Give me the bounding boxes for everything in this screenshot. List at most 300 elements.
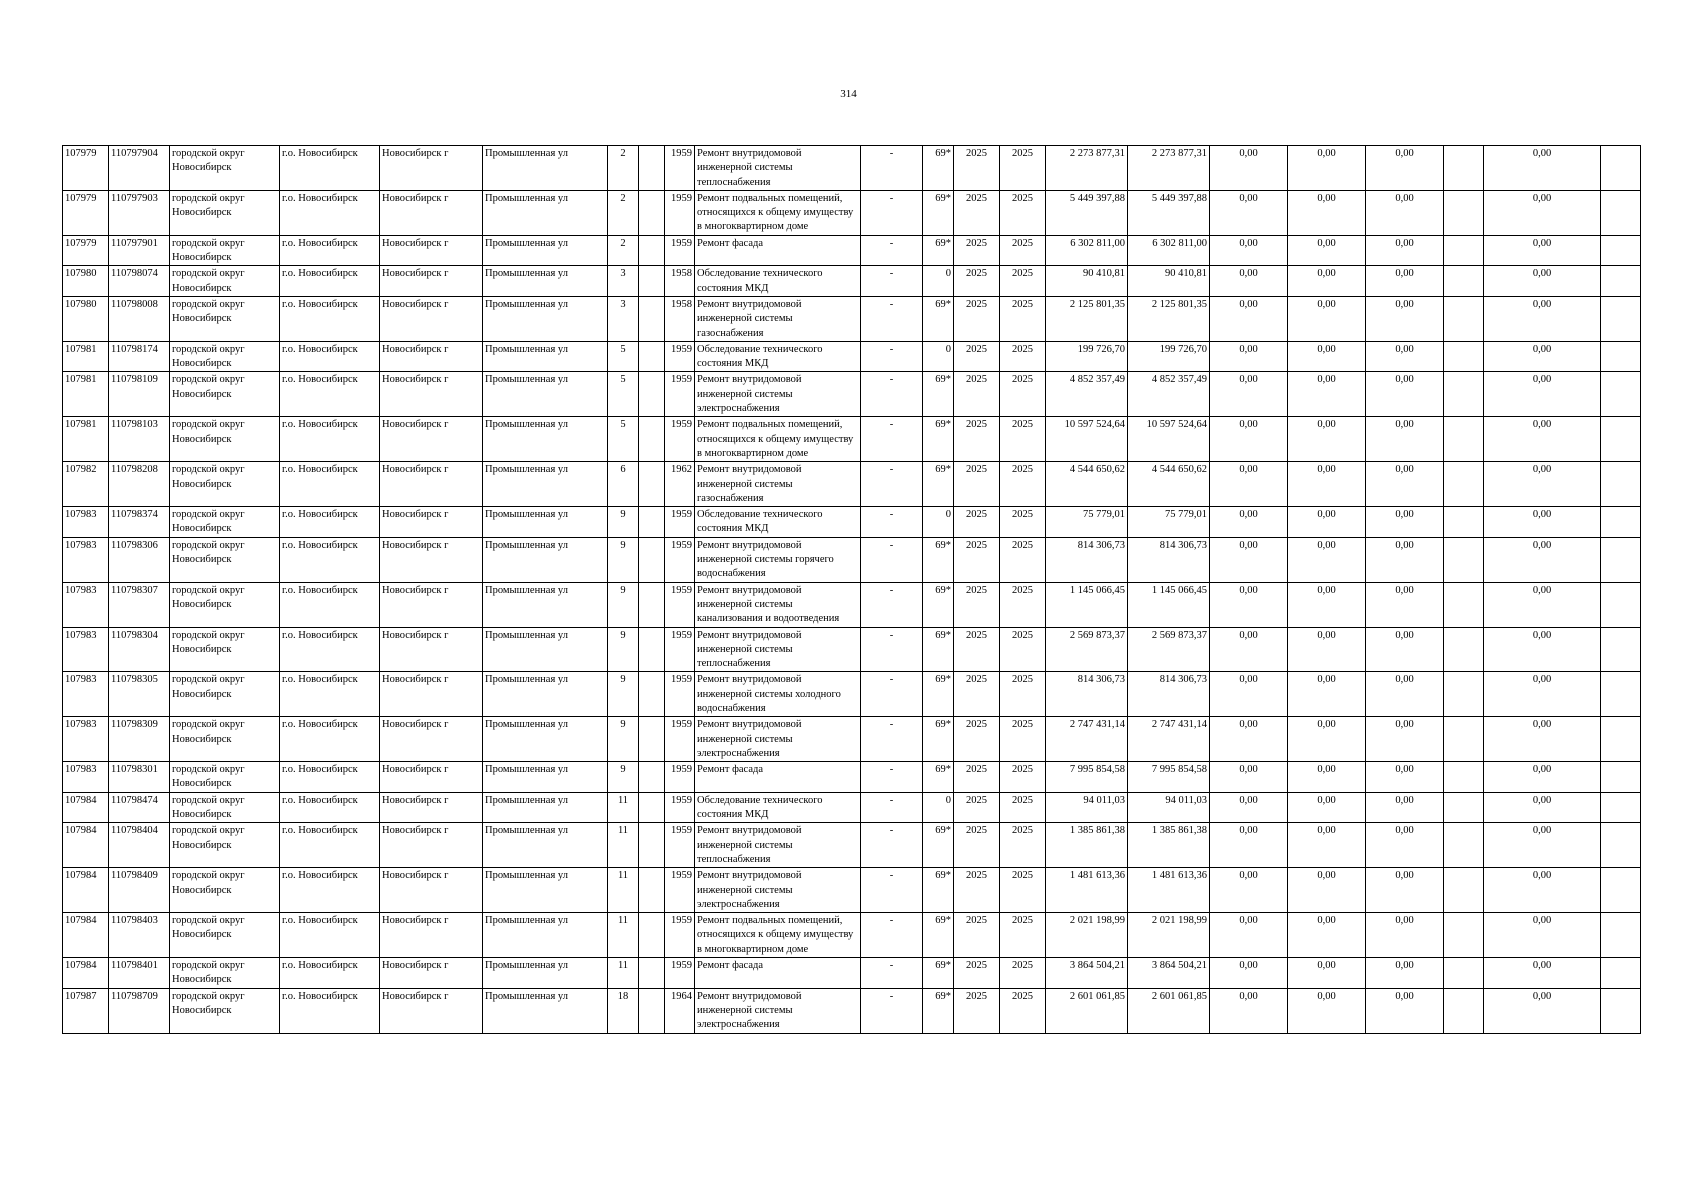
work-code-cell: 110797904 — [109, 146, 170, 191]
plan-year-start-cell: 2025 — [954, 341, 1000, 372]
plan-year-start-cell: 2025 — [954, 792, 1000, 823]
street-cell: Промышленная ул — [483, 507, 608, 538]
build-year-cell: 1959 — [665, 146, 695, 191]
cost-regional-cell: 0,00 — [1288, 507, 1366, 538]
cost-federal-cell: 0,00 — [1210, 792, 1288, 823]
house-number-cell: 3 — [608, 266, 639, 297]
empty-cell — [1601, 913, 1641, 958]
build-year-cell: 1958 — [665, 266, 695, 297]
plan-year-end-cell: 2025 — [1000, 823, 1046, 868]
cost-regional-cell: 0,00 — [1288, 266, 1366, 297]
cost-local-cell: 0,00 — [1366, 792, 1444, 823]
empty-cell — [1444, 792, 1484, 823]
work-type-cell: Ремонт внутридомовой инженерной системы газоснабжения — [695, 462, 861, 507]
cost-total-cell: 2 125 801,35 — [1046, 296, 1128, 341]
house-number-cell: 6 — [608, 462, 639, 507]
building-cell — [639, 627, 665, 672]
plan-year-start-cell: 2025 — [954, 190, 1000, 235]
district-cell: г.о. Новосибирск — [280, 717, 380, 762]
cost-total-cell: 2 601 061,85 — [1046, 988, 1128, 1033]
build-year-cell: 1959 — [665, 717, 695, 762]
empty-cell — [1601, 958, 1641, 989]
cost-federal-cell: 0,00 — [1210, 582, 1288, 627]
city-cell: Новосибирск г — [380, 792, 483, 823]
cost-regional-cell: 0,00 — [1288, 717, 1366, 762]
cost-federal-cell: 0,00 — [1210, 190, 1288, 235]
cost-fund-cell: 3 864 504,21 — [1128, 958, 1210, 989]
work-type-cell: Ремонт внутридомовой инженерной системы канализования и водоотведения — [695, 582, 861, 627]
build-year-cell: 1959 — [665, 235, 695, 266]
table-row — [63, 417, 1641, 462]
street-cell: Промышленная ул — [483, 627, 608, 672]
city-cell: Новосибирск г — [380, 462, 483, 507]
municipality-cell: городской округ Новосибирск — [170, 190, 280, 235]
empty-cell — [1601, 823, 1641, 868]
municipality-cell: городской округ Новосибирск — [170, 296, 280, 341]
cost-local-cell: 0,00 — [1366, 823, 1444, 868]
cost-owners-cell: 0,00 — [1484, 146, 1601, 191]
plan-year-start-cell: 2025 — [954, 717, 1000, 762]
cost-local-cell: 0,00 — [1366, 717, 1444, 762]
district-cell: г.о. Новосибирск — [280, 868, 380, 913]
district-cell: г.о. Новосибирск — [280, 582, 380, 627]
building-cell — [639, 582, 665, 627]
empty-cell — [1601, 582, 1641, 627]
table-row — [63, 958, 1641, 989]
work-code-cell: 110798374 — [109, 507, 170, 538]
cost-owners-cell: 0,00 — [1484, 190, 1601, 235]
work-code-cell: 110798306 — [109, 537, 170, 582]
plan-year-end-cell: 2025 — [1000, 296, 1046, 341]
dash-cell: - — [861, 988, 923, 1033]
plan-year-end-cell: 2025 — [1000, 417, 1046, 462]
cost-federal-cell: 0,00 — [1210, 988, 1288, 1033]
house-number-cell: 9 — [608, 762, 639, 793]
cost-total-cell: 4 852 357,49 — [1046, 372, 1128, 417]
cost-total-cell: 1 145 066,45 — [1046, 582, 1128, 627]
build-year-cell: 1962 — [665, 462, 695, 507]
cost-regional-cell: 0,00 — [1288, 190, 1366, 235]
plan-year-end-cell: 2025 — [1000, 341, 1046, 372]
plan-year-end-cell: 2025 — [1000, 792, 1046, 823]
house-number-cell: 11 — [608, 823, 639, 868]
work-type-cell: Ремонт внутридомовой инженерной системы электроснабжения — [695, 372, 861, 417]
building-cell — [639, 868, 665, 913]
street-cell: Промышленная ул — [483, 190, 608, 235]
house-id-cell: 107983 — [63, 537, 109, 582]
house-number-cell: 9 — [608, 672, 639, 717]
building-cell — [639, 417, 665, 462]
plan-year-start-cell: 2025 — [954, 913, 1000, 958]
cost-owners-cell: 0,00 — [1484, 913, 1601, 958]
cost-local-cell: 0,00 — [1366, 507, 1444, 538]
empty-cell — [1601, 672, 1641, 717]
table-row — [63, 627, 1641, 672]
work-type-cell: Ремонт подвальных помещений, относящихся к общему имуществу в многоквартирном доме — [695, 913, 861, 958]
plan-year-start-cell: 2025 — [954, 958, 1000, 989]
cost-total-cell: 7 995 854,58 — [1046, 762, 1128, 793]
plan-year-end-cell: 2025 — [1000, 537, 1046, 582]
table-row — [63, 462, 1641, 507]
cost-regional-cell: 0,00 — [1288, 296, 1366, 341]
plan-year-start-cell: 2025 — [954, 146, 1000, 191]
house-number-cell: 9 — [608, 627, 639, 672]
dash-cell: - — [861, 417, 923, 462]
work-type-cell: Ремонт внутридомовой инженерной системы теплоснабжения — [695, 823, 861, 868]
street-cell: Промышленная ул — [483, 146, 608, 191]
city-cell: Новосибирск г — [380, 537, 483, 582]
city-cell: Новосибирск г — [380, 762, 483, 793]
cost-fund-cell: 2 747 431,14 — [1128, 717, 1210, 762]
plan-year-start-cell: 2025 — [954, 296, 1000, 341]
city-cell: Новосибирск г — [380, 627, 483, 672]
cost-federal-cell: 0,00 — [1210, 462, 1288, 507]
empty-cell — [1444, 762, 1484, 793]
cost-regional-cell: 0,00 — [1288, 762, 1366, 793]
municipality-cell: городской округ Новосибирск — [170, 235, 280, 266]
build-year-cell: 1964 — [665, 988, 695, 1033]
municipality-cell: городской округ Новосибирск — [170, 988, 280, 1033]
building-cell — [639, 717, 665, 762]
dash-cell: - — [861, 792, 923, 823]
table-row — [63, 717, 1641, 762]
plan-year-start-cell: 2025 — [954, 868, 1000, 913]
work-type-cell: Ремонт внутридомовой инженерной системы холодного водоснабжения — [695, 672, 861, 717]
dash-cell: - — [861, 582, 923, 627]
build-year-cell: 1959 — [665, 190, 695, 235]
municipality-cell: городской округ Новосибирск — [170, 762, 280, 793]
cost-federal-cell: 0,00 — [1210, 372, 1288, 417]
house-id-cell: 107984 — [63, 958, 109, 989]
dash-cell: - — [861, 958, 923, 989]
cost-owners-cell: 0,00 — [1484, 988, 1601, 1033]
municipality-cell: городской округ Новосибирск — [170, 627, 280, 672]
house-number-cell: 11 — [608, 868, 639, 913]
cost-federal-cell: 0,00 — [1210, 537, 1288, 582]
cost-total-cell: 5 449 397,88 — [1046, 190, 1128, 235]
cost-total-cell: 94 011,03 — [1046, 792, 1128, 823]
building-cell — [639, 913, 665, 958]
district-cell: г.о. Новосибирск — [280, 537, 380, 582]
wear-percent-cell: 69* — [923, 988, 954, 1033]
house-id-cell: 107983 — [63, 507, 109, 538]
table-row — [63, 296, 1641, 341]
plan-year-start-cell: 2025 — [954, 672, 1000, 717]
dash-cell: - — [861, 296, 923, 341]
build-year-cell: 1959 — [665, 792, 695, 823]
dash-cell: - — [861, 266, 923, 297]
plan-year-end-cell: 2025 — [1000, 913, 1046, 958]
cost-federal-cell: 0,00 — [1210, 672, 1288, 717]
district-cell: г.о. Новосибирск — [280, 146, 380, 191]
empty-cell — [1601, 235, 1641, 266]
wear-percent-cell: 69* — [923, 372, 954, 417]
cost-owners-cell: 0,00 — [1484, 762, 1601, 793]
cost-federal-cell: 0,00 — [1210, 507, 1288, 538]
street-cell: Промышленная ул — [483, 868, 608, 913]
table-row — [63, 988, 1641, 1033]
empty-cell — [1444, 988, 1484, 1033]
district-cell: г.о. Новосибирск — [280, 266, 380, 297]
work-code-cell: 110798709 — [109, 988, 170, 1033]
cost-local-cell: 0,00 — [1366, 913, 1444, 958]
cost-local-cell: 0,00 — [1366, 235, 1444, 266]
building-cell — [639, 341, 665, 372]
district-cell: г.о. Новосибирск — [280, 341, 380, 372]
cost-regional-cell: 0,00 — [1288, 462, 1366, 507]
cost-regional-cell: 0,00 — [1288, 823, 1366, 868]
cost-local-cell: 0,00 — [1366, 417, 1444, 462]
work-type-cell: Ремонт фасада — [695, 958, 861, 989]
plan-year-end-cell: 2025 — [1000, 266, 1046, 297]
house-id-cell: 107981 — [63, 417, 109, 462]
cost-total-cell: 1 481 613,36 — [1046, 868, 1128, 913]
cost-local-cell: 0,00 — [1366, 627, 1444, 672]
municipality-cell: городской округ Новосибирск — [170, 146, 280, 191]
district-cell: г.о. Новосибирск — [280, 417, 380, 462]
cost-total-cell: 4 544 650,62 — [1046, 462, 1128, 507]
municipality-cell: городской округ Новосибирск — [170, 958, 280, 989]
build-year-cell: 1959 — [665, 507, 695, 538]
building-cell — [639, 190, 665, 235]
wear-percent-cell: 0 — [923, 266, 954, 297]
house-id-cell: 107979 — [63, 190, 109, 235]
build-year-cell: 1959 — [665, 627, 695, 672]
cost-owners-cell: 0,00 — [1484, 582, 1601, 627]
house-number-cell: 11 — [608, 913, 639, 958]
table-row — [63, 792, 1641, 823]
table-row — [63, 913, 1641, 958]
build-year-cell: 1959 — [665, 958, 695, 989]
street-cell: Промышленная ул — [483, 792, 608, 823]
cost-owners-cell: 0,00 — [1484, 823, 1601, 868]
building-cell — [639, 762, 665, 793]
table-row — [63, 582, 1641, 627]
dash-cell: - — [861, 762, 923, 793]
cost-federal-cell: 0,00 — [1210, 762, 1288, 793]
house-number-cell: 9 — [608, 717, 639, 762]
district-cell: г.о. Новосибирск — [280, 507, 380, 538]
dash-cell: - — [861, 913, 923, 958]
page-number: 314 — [840, 88, 857, 100]
table-row — [63, 762, 1641, 793]
house-id-cell: 107981 — [63, 341, 109, 372]
work-code-cell: 110798301 — [109, 762, 170, 793]
cost-owners-cell: 0,00 — [1484, 717, 1601, 762]
dash-cell: - — [861, 868, 923, 913]
cost-regional-cell: 0,00 — [1288, 868, 1366, 913]
house-number-cell: 9 — [608, 507, 639, 538]
cost-fund-cell: 2 273 877,31 — [1128, 146, 1210, 191]
house-id-cell: 107979 — [63, 235, 109, 266]
house-number-cell: 18 — [608, 988, 639, 1033]
municipality-cell: городской округ Новосибирск — [170, 792, 280, 823]
empty-cell — [1601, 507, 1641, 538]
cost-federal-cell: 0,00 — [1210, 958, 1288, 989]
plan-year-end-cell: 2025 — [1000, 582, 1046, 627]
building-cell — [639, 235, 665, 266]
empty-cell — [1444, 190, 1484, 235]
dash-cell: - — [861, 507, 923, 538]
work-type-cell: Ремонт фасада — [695, 235, 861, 266]
plan-year-end-cell: 2025 — [1000, 762, 1046, 793]
house-id-cell: 107982 — [63, 462, 109, 507]
municipality-cell: городской округ Новосибирск — [170, 672, 280, 717]
city-cell: Новосибирск г — [380, 582, 483, 627]
street-cell: Промышленная ул — [483, 672, 608, 717]
cost-total-cell: 2 273 877,31 — [1046, 146, 1128, 191]
cost-fund-cell: 2 125 801,35 — [1128, 296, 1210, 341]
cost-regional-cell: 0,00 — [1288, 372, 1366, 417]
work-type-cell: Ремонт внутридомовой инженерной системы электроснабжения — [695, 868, 861, 913]
cost-federal-cell: 0,00 — [1210, 417, 1288, 462]
cost-total-cell: 10 597 524,64 — [1046, 417, 1128, 462]
city-cell: Новосибирск г — [380, 868, 483, 913]
empty-cell — [1444, 146, 1484, 191]
district-cell: г.о. Новосибирск — [280, 762, 380, 793]
municipality-cell: городской округ Новосибирск — [170, 341, 280, 372]
city-cell: Новосибирск г — [380, 913, 483, 958]
cost-total-cell: 2 747 431,14 — [1046, 717, 1128, 762]
build-year-cell: 1959 — [665, 868, 695, 913]
dash-cell: - — [861, 627, 923, 672]
table-row — [63, 235, 1641, 266]
cost-local-cell: 0,00 — [1366, 296, 1444, 341]
municipality-cell: городской округ Новосибирск — [170, 913, 280, 958]
building-cell — [639, 672, 665, 717]
wear-percent-cell: 0 — [923, 792, 954, 823]
cost-owners-cell: 0,00 — [1484, 792, 1601, 823]
street-cell: Промышленная ул — [483, 913, 608, 958]
build-year-cell: 1959 — [665, 582, 695, 627]
building-cell — [639, 462, 665, 507]
house-number-cell: 2 — [608, 190, 639, 235]
table-row — [63, 372, 1641, 417]
street-cell: Промышленная ул — [483, 462, 608, 507]
district-cell: г.о. Новосибирск — [280, 913, 380, 958]
build-year-cell: 1959 — [665, 372, 695, 417]
house-number-cell: 3 — [608, 296, 639, 341]
build-year-cell: 1958 — [665, 296, 695, 341]
city-cell: Новосибирск г — [380, 372, 483, 417]
empty-cell — [1601, 868, 1641, 913]
building-cell — [639, 988, 665, 1033]
empty-cell — [1444, 341, 1484, 372]
plan-year-start-cell: 2025 — [954, 537, 1000, 582]
cost-fund-cell: 1 145 066,45 — [1128, 582, 1210, 627]
wear-percent-cell: 69* — [923, 627, 954, 672]
house-id-cell: 107980 — [63, 266, 109, 297]
plan-year-start-cell: 2025 — [954, 417, 1000, 462]
building-cell — [639, 507, 665, 538]
city-cell: Новосибирск г — [380, 266, 483, 297]
wear-percent-cell: 69* — [923, 672, 954, 717]
empty-cell — [1601, 988, 1641, 1033]
wear-percent-cell: 69* — [923, 146, 954, 191]
empty-cell — [1601, 537, 1641, 582]
empty-cell — [1601, 341, 1641, 372]
cost-total-cell: 2 021 198,99 — [1046, 913, 1128, 958]
street-cell: Промышленная ул — [483, 582, 608, 627]
street-cell: Промышленная ул — [483, 958, 608, 989]
empty-cell — [1601, 462, 1641, 507]
district-cell: г.о. Новосибирск — [280, 672, 380, 717]
street-cell: Промышленная ул — [483, 372, 608, 417]
cost-local-cell: 0,00 — [1366, 958, 1444, 989]
municipality-cell: городской округ Новосибирск — [170, 266, 280, 297]
cost-owners-cell: 0,00 — [1484, 537, 1601, 582]
cost-owners-cell: 0,00 — [1484, 296, 1601, 341]
cost-fund-cell: 90 410,81 — [1128, 266, 1210, 297]
work-type-cell: Ремонт внутридомовой инженерной системы электроснабжения — [695, 988, 861, 1033]
street-cell: Промышленная ул — [483, 823, 608, 868]
cost-fund-cell: 6 302 811,00 — [1128, 235, 1210, 266]
house-id-cell: 107981 — [63, 372, 109, 417]
cost-fund-cell: 814 306,73 — [1128, 672, 1210, 717]
street-cell: Промышленная ул — [483, 266, 608, 297]
municipality-cell: городской округ Новосибирск — [170, 507, 280, 538]
wear-percent-cell: 69* — [923, 537, 954, 582]
house-number-cell: 11 — [608, 958, 639, 989]
plan-year-end-cell: 2025 — [1000, 372, 1046, 417]
work-code-cell: 110797901 — [109, 235, 170, 266]
municipality-cell: городской округ Новосибирск — [170, 462, 280, 507]
work-code-cell: 110798403 — [109, 913, 170, 958]
work-code-cell: 110797903 — [109, 190, 170, 235]
plan-year-end-cell: 2025 — [1000, 958, 1046, 989]
cost-local-cell: 0,00 — [1366, 988, 1444, 1033]
plan-year-end-cell: 2025 — [1000, 190, 1046, 235]
cost-fund-cell: 5 449 397,88 — [1128, 190, 1210, 235]
build-year-cell: 1959 — [665, 823, 695, 868]
cost-federal-cell: 0,00 — [1210, 146, 1288, 191]
empty-cell — [1601, 717, 1641, 762]
municipality-cell: городской округ Новосибирск — [170, 582, 280, 627]
city-cell: Новосибирск г — [380, 717, 483, 762]
work-type-cell: Ремонт подвальных помещений, относящихся к общему имуществу в многоквартирном доме — [695, 190, 861, 235]
house-id-cell: 107980 — [63, 296, 109, 341]
cost-total-cell: 3 864 504,21 — [1046, 958, 1128, 989]
municipality-cell: городской округ Новосибирск — [170, 417, 280, 462]
street-cell: Промышленная ул — [483, 235, 608, 266]
work-type-cell: Ремонт внутридомовой инженерной системы газоснабжения — [695, 296, 861, 341]
cost-federal-cell: 0,00 — [1210, 627, 1288, 672]
cost-federal-cell: 0,00 — [1210, 235, 1288, 266]
city-cell: Новосибирск г — [380, 296, 483, 341]
cost-regional-cell: 0,00 — [1288, 913, 1366, 958]
work-type-cell: Обследование технического состояния МКД — [695, 341, 861, 372]
work-code-cell: 110798409 — [109, 868, 170, 913]
plan-year-start-cell: 2025 — [954, 823, 1000, 868]
dash-cell: - — [861, 462, 923, 507]
house-id-cell: 107984 — [63, 792, 109, 823]
plan-year-start-cell: 2025 — [954, 582, 1000, 627]
cost-owners-cell: 0,00 — [1484, 372, 1601, 417]
cost-fund-cell: 2 569 873,37 — [1128, 627, 1210, 672]
district-cell: г.о. Новосибирск — [280, 462, 380, 507]
empty-cell — [1444, 868, 1484, 913]
build-year-cell: 1959 — [665, 913, 695, 958]
empty-cell — [1601, 190, 1641, 235]
wear-percent-cell: 69* — [923, 582, 954, 627]
cost-owners-cell: 0,00 — [1484, 462, 1601, 507]
wear-percent-cell: 69* — [923, 717, 954, 762]
cost-regional-cell: 0,00 — [1288, 792, 1366, 823]
cost-owners-cell: 0,00 — [1484, 627, 1601, 672]
building-cell — [639, 537, 665, 582]
cost-fund-cell: 814 306,73 — [1128, 537, 1210, 582]
registry-table — [62, 145, 1641, 1034]
